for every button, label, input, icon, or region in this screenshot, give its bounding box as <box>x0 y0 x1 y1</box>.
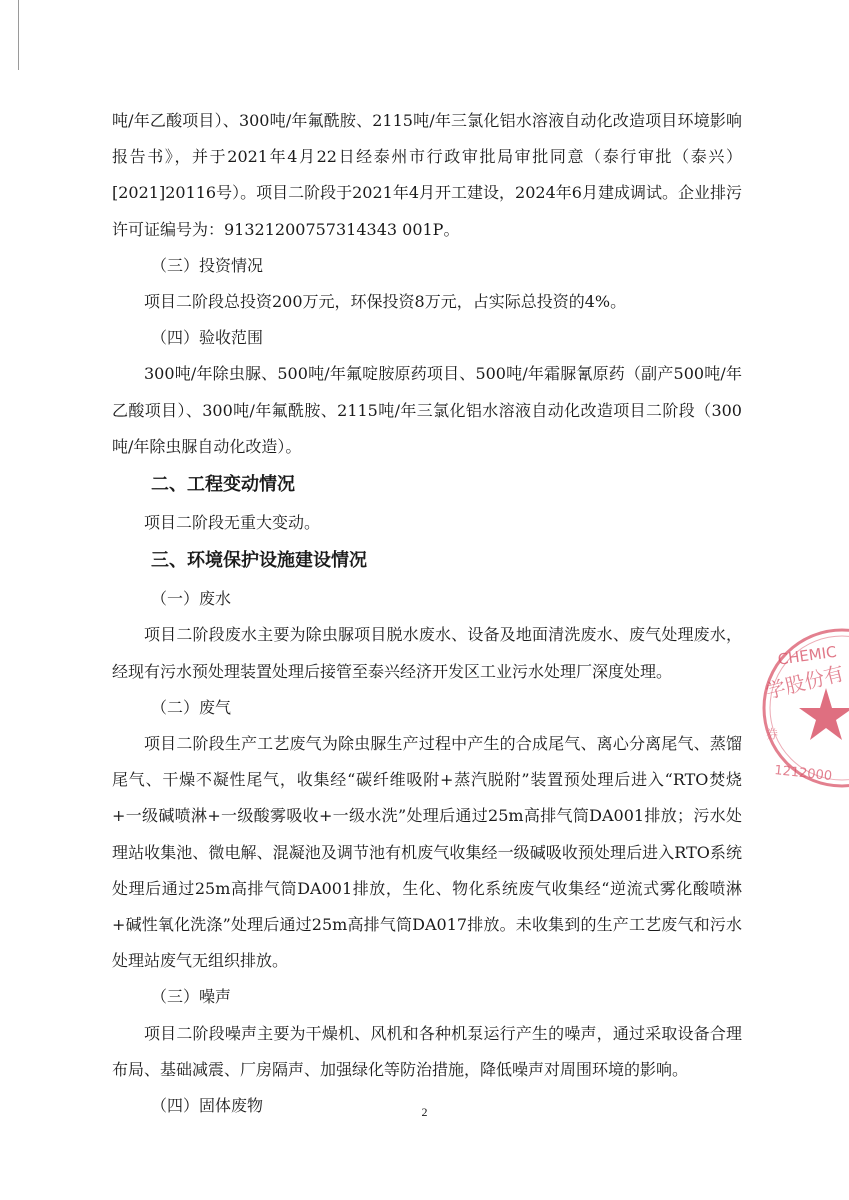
subheading-noise: （三）噪声 <box>151 987 232 1007</box>
subheading-wastewater: （一）废水 <box>151 589 232 609</box>
document-body <box>112 103 742 1124</box>
subheading-acceptance-scope: （四）验收范围 <box>151 328 264 348</box>
paragraph-acceptance-scope: 300吨/年除虫脲、500吨/年氟啶胺原药项目、500吨/年霜脲氰原药（副产500吨/年乙酸项目）、300吨/年氟酰胺、2115吨/年三氯化铝水溶液自动化改造项目二阶段（300吨/年除虫脲自动化改造）。 <box>112 364 742 456</box>
svg-text:CHEMIC: CHEMIC <box>776 642 838 669</box>
heading-engineering-changes: 二、工程变动情况 <box>151 474 295 496</box>
svg-text:学股份有: 学股份有 <box>762 660 847 704</box>
page-number: 2 <box>421 1105 428 1119</box>
svg-text:1212000: 1212000 <box>773 763 833 785</box>
paragraph-project-approval: 吨/年乙酸项目）、300吨/年氟酰胺、2115吨/年三氯化铝水溶液自动化改造项目环境影响报告书》，并于2021年4月22日经泰州市行政审批局审批同意（泰行审批（泰兴）[2021]20116号）。项目二阶段于2021年4月开工建设，2024年6月建成调试。企业排污许可证编号为：91321200757314343 001P。 <box>112 111 742 239</box>
scan-edge-line <box>18 0 19 70</box>
subheading-waste-gas: （二）废气 <box>151 697 232 717</box>
heading-environmental-facilities: 三、环境保护设施建设情况 <box>151 550 367 572</box>
paragraph-waste-gas: 项目二阶段生产工艺废气为除虫脲生产过程中产生的合成尾气、离心分离尾气、蒸馏尾气、干燥不凝性尾气，收集经“碳纤维吸附+蒸汽脱附”装置预处理后进入“RTO焚烧+一级碱喷淋+一级酸雾吸收+一级水洗”处理后通过25m高排气筒DA001排放；污水处理站收集池、微电解、混凝池及调节池有机废气收集经一级碱吸收预处理后进入RTO系统处理后通过25m高排气筒DA001排放，生化、物化系统废气收集经“逆流式雾化酸喷淋+碱性氧化洗涤”处理后通过25m高排气筒DA017排放。未收集到的生产工艺废气和污水处理站废气无组织排放。 <box>112 734 742 971</box>
svg-text:券: 券 <box>766 727 779 741</box>
paragraph-engineering-changes: 项目二阶段无重大变动。 <box>144 513 321 533</box>
subheading-investment: （三）投资情况 <box>151 255 264 275</box>
subheading-solid-waste: （四）固体废物 <box>151 1096 264 1116</box>
paragraph-noise: 项目二阶段噪声主要为干燥机、风机和各种机泵运行产生的噪声，通过采取设备合理布局、基础减震、厂房隔声、加强绿化等防治措施，降低噪声对周围环境的影响。 <box>112 1023 742 1079</box>
paragraph-investment: 项目二阶段总投资200万元，环保投资8万元，占实际总投资的4%。 <box>144 292 627 312</box>
company-seal-stamp <box>752 618 849 798</box>
paragraph-wastewater: 项目二阶段废水主要为除虫脲项目脱水废水、设备及地面清洗废水、废气处理废水，经现有污水预处理装置处理后接管至泰兴经济开发区工业污水处理厂深度处理。 <box>112 625 742 681</box>
